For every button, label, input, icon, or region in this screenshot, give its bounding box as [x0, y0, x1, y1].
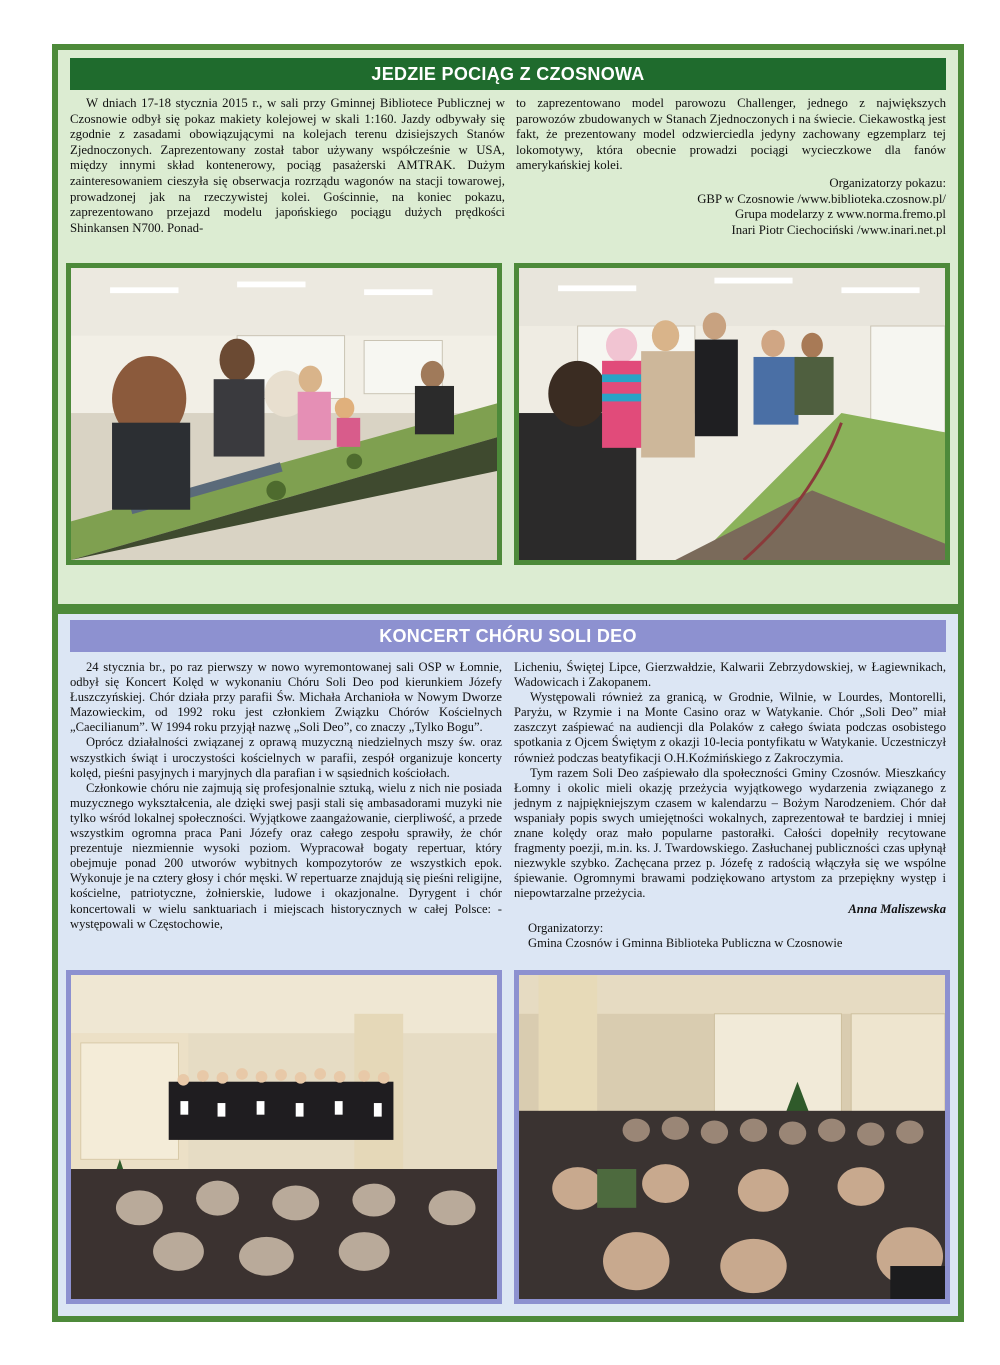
article-concert-title: KONCERT CHÓRU SOLI DEO	[70, 620, 946, 652]
article-concert-text-right	[514, 660, 946, 951]
organizer-line: GBP w Czosnowie /www.biblioteka.czosnow.pl/	[697, 191, 946, 206]
article-train-text-right	[516, 96, 946, 238]
article-train-title: JEDZIE POCIĄG Z CZOSNOWA	[70, 58, 946, 90]
organizers-label: Organizatorzy pokazu:	[829, 175, 946, 190]
concert-paragraph-5: Tym razem Soli Deo zaśpiewało dla społeczności Gminy Czosnów. Mieszkańcy Łomny i okolic mieli okazję przeżycia wyjątkowego wydarzenia związanego z jednym z najpiękniejszym czasem w kalendarzu – Bożym Narodzeniem. Chór dał wspaniały popis swych umiejętności wokalnych, zaprezentował te bardziej i mniej znane kolędy oraz mało popularne pastorałki. Całości dopełniły recytowane fragmenty poezji, m.in. ks. J. Twardowskiego. Zasłuchanej publiczności czas upłynął niezwykle szybko. Zachęcana przez p. Józefę z radością włączyła się we wspólne śpiewanie. Ogromnymi brawami podziękowano artystom za przepiękny występ i niepowtarzalne przeżycia.	[514, 765, 946, 901]
article-concert	[58, 614, 958, 1316]
organizer-line: Grupa modelarzy z www.norma.fremo.pl	[735, 207, 946, 222]
organizer-line: Inari Piotr Ciechociński /www.inari.net.pl	[731, 222, 946, 237]
concert-organizers	[514, 921, 946, 951]
concert-organizers-name: Gmina Czosnów i Gminna Biblioteka Publiczna w Czosnowie	[528, 935, 843, 950]
concert-paragraph-2: Oprócz działalności związanej z oprawą muzyczną niedzielnych mszy św. oraz wszystkich świąt i uroczystości kościelnych w parafii, zespół organizuje koncerty kolęd, pieśni pasyjnych i maryjnych dla parafian i w sąsiednich kościołach.	[70, 735, 502, 780]
article-train-text-left	[70, 96, 505, 236]
concert-organizers-label: Organizatorzy:	[528, 920, 604, 935]
photo-choir-performing	[66, 970, 502, 1304]
article-concert-text-left	[70, 660, 502, 932]
photo-audience	[514, 970, 950, 1304]
concert-paragraph-3: Członkowie chóru nie zajmują się profesjonalnie sztuką, wielu z nich nie posiada muzycznego wykształcenia, ale dzięki swej pasji stali się ambasadorami muzyki nie tylko wśród lokalnej społeczności. Wyjątkowe zaangażowanie, cierpliwość, a przede wszystkim ogromna praca Pani Józefy oraz całego zespołu sprawiły, że chór prezentuje niezmiennie wysoki poziom. Wypracował bogaty repertuar, który obejmuje ponad 200 utworów wybitnych kompozytorów ze wszystkich epok. Wykonuje je na cztery głosy i chór męski. W repertuarze znajdują się pieśni religijne, kościelne, patriotyczne, żołnierskie, ludowe i okazjonalne. Dyrygent i chór koncertowali w wielu sanktuariach i miejscach historycznych w całej Polsce: - występowali w Częstochowie,	[70, 780, 502, 931]
organizers-block	[516, 176, 946, 238]
author-signature: Anna Maliszewska	[848, 901, 946, 916]
article-train-paragraph-cont: to zaprezentowano model parowozu Challenger, jednego z największych parowozów zbudowanych w Stanach Zjednoczonych i na świecie. Ciekawostką jest fakt, że prezentowany model odzwierciedla jedyny zachowany egzemplarz tej lokomotywy, która obecnie prowadzi pociągi wycieczkowe dla fanów amerykańskiej kolei.	[516, 96, 946, 173]
concert-paragraph-4: Występowali również za granicą, w Grodnie, Wilnie, w Lourdes, Montorelli, Paryżu, w Rzymie i na Monte Casino oraz w Watykanie. Chór „Soli Deo” miał zaszczyt zaśpiewać na audiencji dla Polaków z całego świata podczas osobistego spotkania z Ojcem Świętym z okazji 10-lecia pontyfikatu w Watykanie. Uczestniczył również podczas beatyfikacji O.H.Koźmińskiego z Zakroczymia.	[514, 690, 946, 765]
photo-railway-layout-2	[514, 263, 950, 565]
article-train	[58, 50, 958, 606]
article-train-paragraph: W dniach 17-18 stycznia 2015 r., w sali przy Gminnej Bibliotece Publicznej w Czosnowie odbył się pokaz makiety kolejowej w skali 1:160. Jazdy odbywały się zgodnie z zasadami obowiązującymi na kolejach terenu dzisiejszych Stanów Zjednoczonych. Zaprezentowany został tabor używany współcześnie w USA, między innymi skład kontenerowy, pociąg pasażerski AMTRAK. Dużym zainteresowaniem cieszyła się obserwacja rozrządu wagonów na stacji towarowej, prowadzonej jak na rzeczywistej kolei. Gościnnie, na koniec pokazu, zaprezentowano przejazd modelu japońskiego pociągu dużych prędkości Shinkansen N700. Ponad-	[70, 96, 505, 235]
section-divider	[58, 604, 958, 614]
concert-paragraph-1: 24 stycznia br., po raz pierwszy w nowo wyremontowanej sali OSP w Łomnie, odbył się Koncert Kolęd w wykonaniu Chóru Soli Deo pod kierunkiem Józefy Łuszczyńskiej. Chór działa przy parafii Św. Michała Archanioła w Nowym Dworze Mazowieckim, od 1992 roku jest członkiem Związku Chórów Kościelnych „Caecilianum”. W 1994 roku przyjął nazwę „Soli Deo”, co znaczy „Tylko Bogu”.	[70, 660, 502, 735]
concert-paragraph-3-cont: Licheniu, Świętej Lipce, Gierzwałdzie, Kalwarii Zebrzydowskiej, w Łagiewnikach, Wadowicach i Zakopanem.	[514, 660, 946, 690]
photo-railway-layout-1	[66, 263, 502, 565]
